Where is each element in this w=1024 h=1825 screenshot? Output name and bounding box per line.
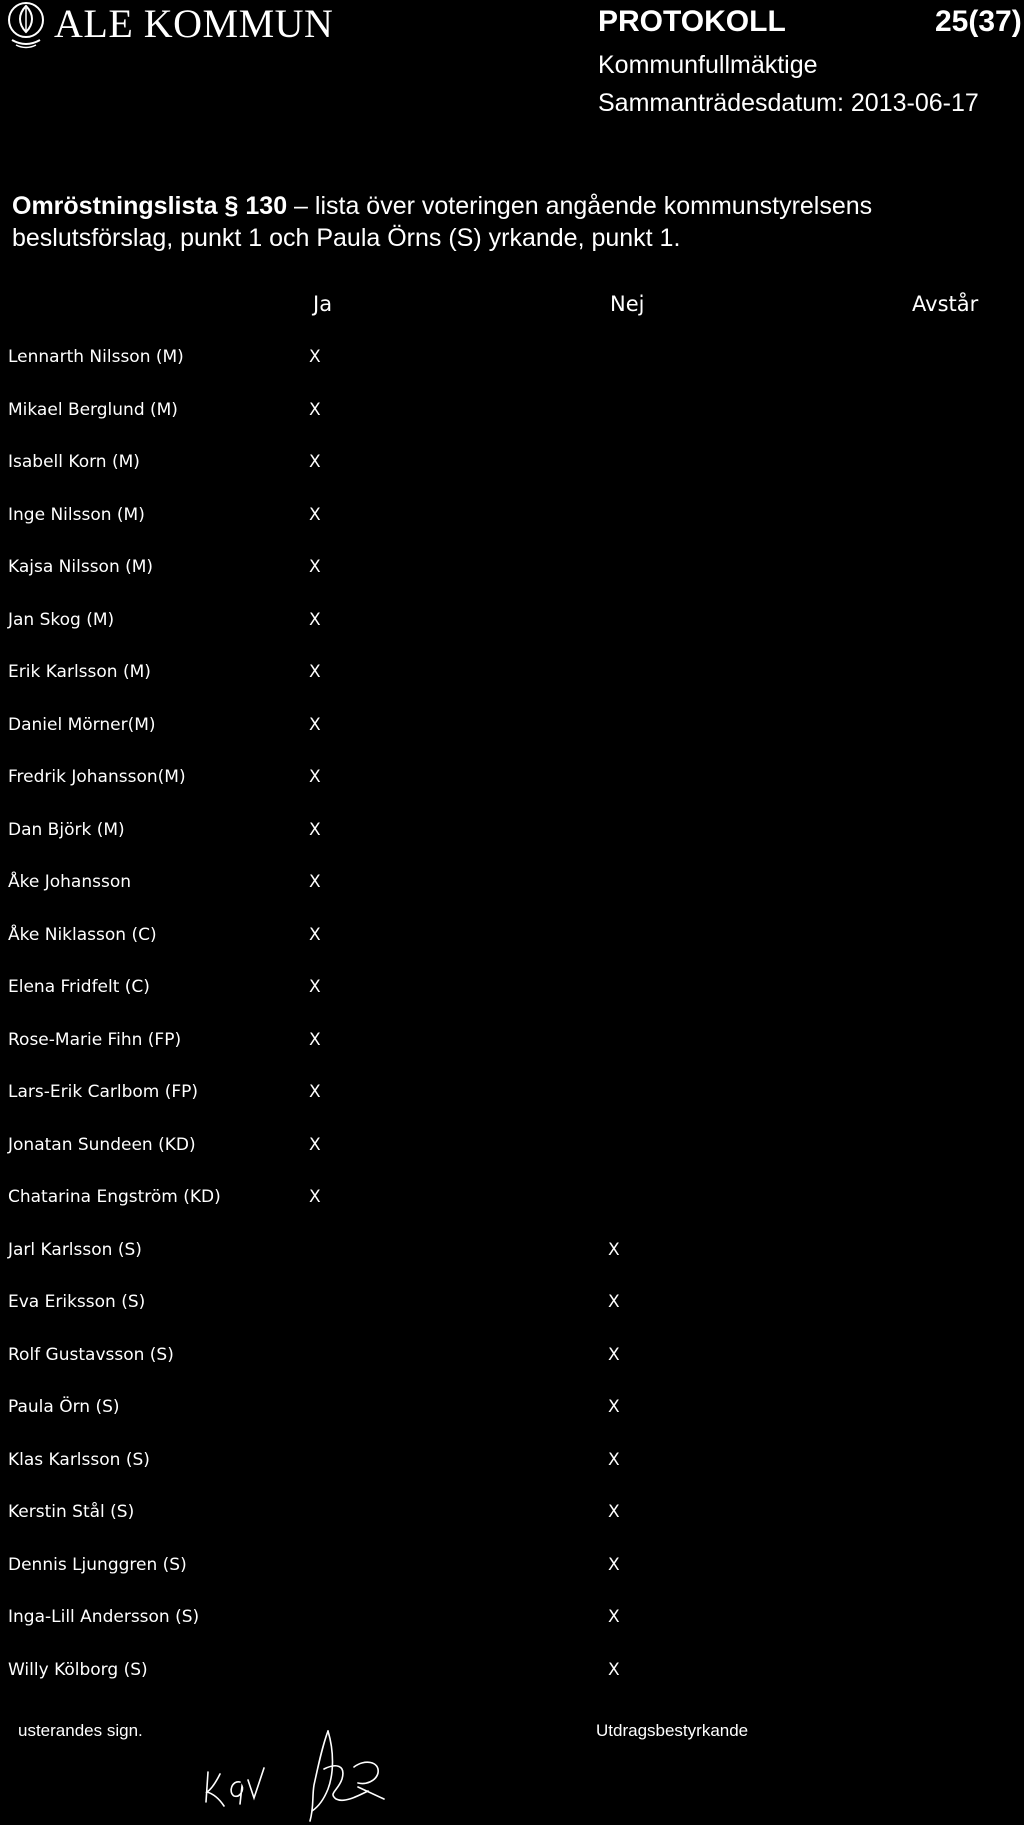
member-name: Chatarina Engström (KD) bbox=[8, 1187, 221, 1207]
vote-mark-ja: X bbox=[309, 977, 321, 997]
member-name: Isabell Korn (M) bbox=[8, 452, 140, 472]
column-header-avstar: Avstår bbox=[912, 292, 979, 316]
vote-row bbox=[0, 345, 1024, 398]
column-header-nej: Nej bbox=[610, 292, 645, 316]
vote-row bbox=[0, 1605, 1024, 1658]
page-number: 25(37) bbox=[935, 5, 1022, 38]
vote-mark-ja: X bbox=[309, 609, 321, 630]
column-header-ja: Ja bbox=[313, 292, 333, 316]
member-name: Jan Skog (M) bbox=[8, 609, 115, 630]
document-type: PROTOKOLL bbox=[598, 5, 786, 38]
member-name: Paula Örn (S) bbox=[8, 1397, 120, 1417]
member-name: Kajsa Nilsson (M) bbox=[8, 557, 154, 577]
vote-mark-ja: X bbox=[309, 347, 321, 367]
member-name: Kerstin Stål (S) bbox=[8, 1502, 135, 1522]
meeting-body: Kommunfullmäktige bbox=[598, 51, 818, 79]
member-name: Rolf Gustavsson (S) bbox=[8, 1344, 174, 1365]
vote-row bbox=[0, 1290, 1024, 1343]
vote-title-lead: Omröstningslista § 130 bbox=[12, 192, 288, 220]
vote-row bbox=[0, 1080, 1024, 1133]
signature-initials-2 bbox=[284, 1727, 394, 1825]
vote-mark-nej: X bbox=[608, 1292, 620, 1312]
vote-row bbox=[0, 713, 1024, 766]
municipality-crest-icon bbox=[4, 0, 48, 50]
vote-mark-nej: X bbox=[608, 1554, 620, 1575]
vote-mark-ja: X bbox=[309, 819, 321, 840]
meeting-date: Sammanträdesdatum: 2013-06-17 bbox=[598, 89, 979, 117]
member-name: Erik Karlsson (M) bbox=[8, 662, 151, 682]
vote-row bbox=[0, 1500, 1024, 1553]
vote-mark-ja: X bbox=[309, 1082, 321, 1102]
vote-row bbox=[0, 398, 1024, 451]
member-name: Dennis Ljunggren (S) bbox=[8, 1554, 187, 1575]
vote-row bbox=[0, 450, 1024, 503]
member-name: Jarl Karlsson (S) bbox=[8, 1239, 142, 1260]
vote-row bbox=[0, 975, 1024, 1028]
vote-title bbox=[12, 190, 1012, 254]
vote-mark-nej: X bbox=[608, 1239, 620, 1260]
signature-initials-1 bbox=[200, 1752, 270, 1812]
member-name: Daniel Mörner(M) bbox=[8, 714, 156, 735]
vote-mark-ja: X bbox=[309, 452, 321, 472]
member-name: Jonatan Sundeen (KD) bbox=[8, 1134, 196, 1155]
vote-row bbox=[0, 1448, 1024, 1501]
vote-list bbox=[0, 345, 1024, 1710]
vote-row bbox=[0, 1028, 1024, 1081]
extract-certification-label: Utdragsbestyrkande bbox=[596, 1721, 749, 1740]
vote-mark-nej: X bbox=[608, 1397, 620, 1417]
vote-mark-ja: X bbox=[309, 1187, 321, 1207]
vote-row bbox=[0, 1395, 1024, 1448]
member-name: Klas Karlsson (S) bbox=[8, 1449, 150, 1470]
vote-row bbox=[0, 870, 1024, 923]
vote-mark-nej: X bbox=[608, 1607, 620, 1627]
adjuster-signature-label: usterandes sign. bbox=[18, 1721, 143, 1740]
vote-row bbox=[0, 555, 1024, 608]
vote-title-description: – lista över voteringen angående kommunstyrelsens beslutsförslag, punkt 1 och Paula Örns (S) yrkande, punkt 1. bbox=[12, 192, 873, 252]
vote-row bbox=[0, 923, 1024, 976]
member-name: Eva Eriksson (S) bbox=[8, 1292, 146, 1312]
vote-row bbox=[0, 1185, 1024, 1238]
member-name: Rose-Marie Fihn (FP) bbox=[8, 1029, 182, 1050]
vote-mark-ja: X bbox=[309, 767, 321, 787]
vote-mark-ja: X bbox=[309, 1029, 321, 1050]
member-name: Fredrik Johansson(M) bbox=[8, 767, 186, 787]
vote-mark-nej: X bbox=[608, 1449, 620, 1470]
vote-mark-ja: X bbox=[309, 504, 321, 525]
vote-row bbox=[0, 1133, 1024, 1186]
vote-row bbox=[0, 1238, 1024, 1291]
member-name: Willy Kölborg (S) bbox=[8, 1659, 148, 1680]
vote-mark-ja: X bbox=[309, 924, 321, 945]
vote-mark-ja: X bbox=[309, 714, 321, 735]
member-name: Inga-Lill Andersson (S) bbox=[8, 1607, 200, 1627]
member-name: Mikael Berglund (M) bbox=[8, 399, 178, 420]
vote-row bbox=[0, 503, 1024, 556]
member-name: Inge Nilsson (M) bbox=[8, 504, 145, 525]
member-name: Lennarth Nilsson (M) bbox=[8, 347, 184, 367]
vote-row bbox=[0, 660, 1024, 713]
vote-mark-nej: X bbox=[608, 1502, 620, 1522]
vote-row bbox=[0, 1343, 1024, 1396]
member-name: Elena Fridfelt (C) bbox=[8, 977, 150, 997]
vote-mark-nej: X bbox=[608, 1344, 620, 1365]
vote-row bbox=[0, 765, 1024, 818]
member-name: Lars-Erik Carlbom (FP) bbox=[8, 1082, 199, 1102]
vote-row bbox=[0, 1658, 1024, 1711]
org-name: ALE KOMMUN bbox=[54, 1, 334, 46]
vote-mark-ja: X bbox=[309, 872, 321, 892]
member-name: Åke Johansson bbox=[8, 872, 132, 892]
vote-mark-nej: X bbox=[608, 1659, 620, 1680]
vote-mark-ja: X bbox=[309, 399, 321, 420]
vote-row bbox=[0, 1553, 1024, 1606]
vote-mark-ja: X bbox=[309, 1134, 321, 1155]
vote-row bbox=[0, 818, 1024, 871]
vote-mark-ja: X bbox=[309, 557, 321, 577]
member-name: Åke Niklasson (C) bbox=[8, 924, 157, 945]
member-name: Dan Björk (M) bbox=[8, 819, 125, 840]
vote-mark-ja: X bbox=[309, 662, 321, 682]
vote-row bbox=[0, 608, 1024, 661]
